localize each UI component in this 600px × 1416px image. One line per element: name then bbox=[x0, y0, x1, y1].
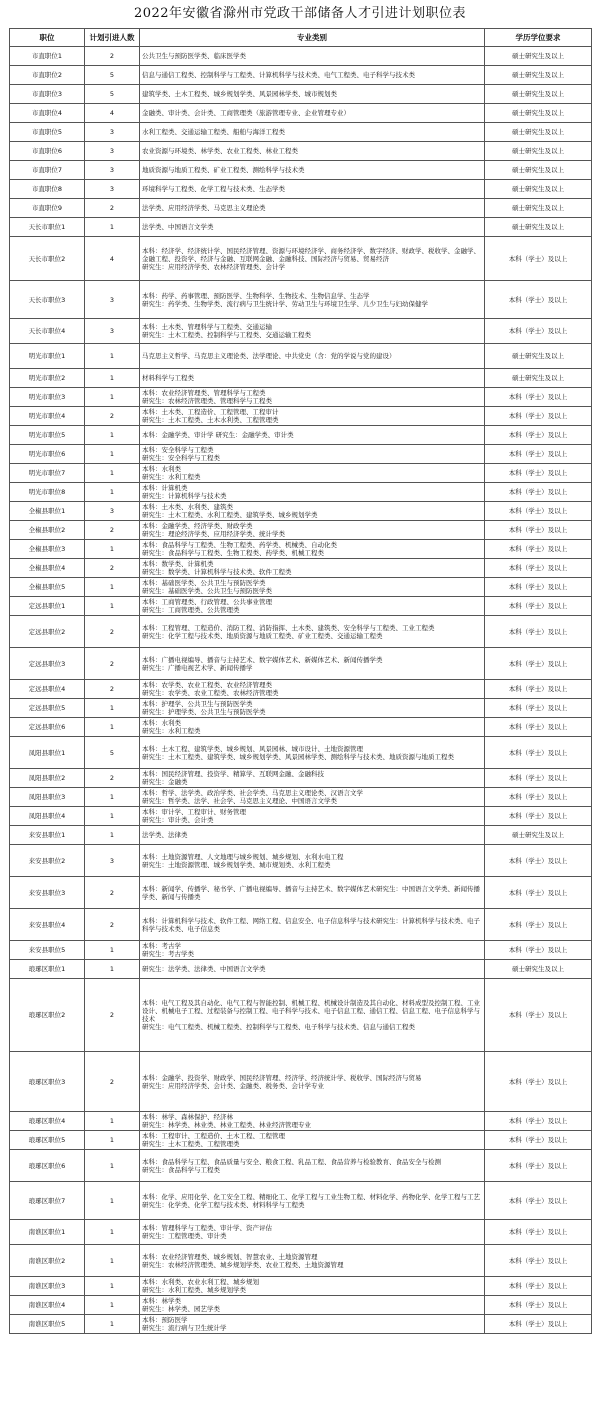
table-row bbox=[10, 807, 592, 826]
position-cell: 来安县职位4 bbox=[10, 909, 85, 941]
position-cell: 琅琊区职位3 bbox=[10, 1052, 85, 1112]
planned-count-cell: 1 bbox=[85, 699, 140, 718]
major-category-cell: 本科：农业经济管理类、管理科学与工程类 研究生：农林经济管理类、管理科学与工程类 bbox=[140, 388, 485, 407]
major-category-cell: 马克思主义哲学、马克思主义理论类、法学理论、中共党史（含：党的学说与党的建设） bbox=[140, 344, 485, 369]
degree-requirement-cell: 本科（学士）及以上 bbox=[485, 237, 592, 281]
position-cell: 全椒县职位5 bbox=[10, 578, 85, 597]
position-cell: 市直职位5 bbox=[10, 123, 85, 142]
table-row bbox=[10, 737, 592, 769]
table-row bbox=[10, 788, 592, 807]
table-row bbox=[10, 979, 592, 1052]
major-category-cell: 本科：新闻学、传播学、秘书学、广播电视编导、播音与主持艺术、数字媒体艺术研究生：中国语言文学类、新闻传播学类、新闻与传播类 bbox=[140, 877, 485, 909]
major-category-cell: 法学类、中国语言文学类 bbox=[140, 218, 485, 237]
degree-requirement-cell: 本科（学士）及以上 bbox=[485, 483, 592, 502]
degree-requirement-cell: 本科（学士）及以上 bbox=[485, 718, 592, 737]
major-category-cell: 法学类、法律类 bbox=[140, 826, 485, 845]
position-cell: 琅琊区职位4 bbox=[10, 1112, 85, 1131]
planned-count-cell: 3 bbox=[85, 142, 140, 161]
degree-requirement-cell: 本科（学士）及以上 bbox=[485, 559, 592, 578]
major-category-cell: 研究生：法学类、法律类、中国语言文学类 bbox=[140, 960, 485, 979]
position-cell: 琅琊区职位6 bbox=[10, 1150, 85, 1182]
degree-requirement-cell: 本科（学士）及以上 bbox=[485, 1182, 592, 1220]
degree-requirement-cell: 硕士研究生及以上 bbox=[485, 369, 592, 388]
planned-count-cell: 1 bbox=[85, 1112, 140, 1131]
degree-requirement-cell: 本科（学士）及以上 bbox=[485, 445, 592, 464]
table-row bbox=[10, 483, 592, 502]
major-category-cell: 本科：土木类、工程造价、工程管理、工程审计 研究生：土木工程类、土木水利类、工程管理类 bbox=[140, 407, 485, 426]
major-category-cell: 本科：工商管理类、行政管理、公共事业管理 研究生：工商管理类、公共管理类 bbox=[140, 597, 485, 616]
planned-count-cell: 1 bbox=[85, 718, 140, 737]
table-row bbox=[10, 445, 592, 464]
degree-requirement-cell: 本科（学士）及以上 bbox=[485, 807, 592, 826]
major-category-cell: 本科：林学、森林保护、经济林 研究生：林学类、林业类、林业工程类、林业经济管理专业 bbox=[140, 1112, 485, 1131]
table-header-row bbox=[10, 29, 592, 47]
degree-requirement-cell: 硕士研究生及以上 bbox=[485, 104, 592, 123]
table-row bbox=[10, 104, 592, 123]
table-row bbox=[10, 85, 592, 104]
table-row bbox=[10, 388, 592, 407]
position-cell: 明光市职位1 bbox=[10, 344, 85, 369]
table-row bbox=[10, 1220, 592, 1245]
planned-count-cell: 1 bbox=[85, 426, 140, 445]
planned-count-cell: 1 bbox=[85, 1220, 140, 1245]
degree-requirement-cell: 硕士研究生及以上 bbox=[485, 180, 592, 199]
position-cell: 市直职位7 bbox=[10, 161, 85, 180]
degree-requirement-cell: 本科（学士）及以上 bbox=[485, 521, 592, 540]
planned-count-cell: 1 bbox=[85, 1131, 140, 1150]
table-row bbox=[10, 648, 592, 680]
position-cell: 天长市职位4 bbox=[10, 319, 85, 344]
degree-requirement-cell: 硕士研究生及以上 bbox=[485, 66, 592, 85]
table-row bbox=[10, 369, 592, 388]
planned-count-cell: 1 bbox=[85, 1150, 140, 1182]
degree-requirement-cell: 本科（学士）及以上 bbox=[485, 1131, 592, 1150]
position-cell: 明光市职位2 bbox=[10, 369, 85, 388]
position-cell: 天长市职位2 bbox=[10, 237, 85, 281]
degree-requirement-cell: 本科（学士）及以上 bbox=[485, 578, 592, 597]
degree-requirement-cell: 本科（学士）及以上 bbox=[485, 426, 592, 445]
major-category-cell: 本科：食品科学与工程类、生物工程类、药学类、机械类、自动化类 研究生：食品科学与工程类、生物工程类、药学类、机械工程类 bbox=[140, 540, 485, 559]
major-category-cell: 本科：工程管理、工程造价、消防工程、消防指挥、土木类、建筑类、安全科学与工程类、工业工程类 研究生：化学工程与技术类、地质资源与地质工程类、矿业工程类、交通运输工程类 bbox=[140, 616, 485, 648]
position-cell: 天长市职位1 bbox=[10, 218, 85, 237]
header-position: 职位 bbox=[10, 29, 85, 47]
major-category-cell: 本科：水利类 研究生：水利工程类 bbox=[140, 464, 485, 483]
degree-requirement-cell: 本科（学士）及以上 bbox=[485, 1220, 592, 1245]
table-row bbox=[10, 540, 592, 559]
table-row bbox=[10, 1296, 592, 1315]
table-body bbox=[10, 47, 592, 1334]
degree-requirement-cell: 本科（学士）及以上 bbox=[485, 845, 592, 877]
degree-requirement-cell: 本科（学士）及以上 bbox=[485, 979, 592, 1052]
position-cell: 明光市职位4 bbox=[10, 407, 85, 426]
position-cell: 来安县职位1 bbox=[10, 826, 85, 845]
major-category-cell: 本科：广播电视编导、播音与主持艺术、数字媒体艺术、新媒体艺术、新闻传播学类 研究生：广播电视艺术学、新闻传播学 bbox=[140, 648, 485, 680]
major-category-cell: 材料科学与工程类 bbox=[140, 369, 485, 388]
table-row bbox=[10, 199, 592, 218]
planned-count-cell: 2 bbox=[85, 877, 140, 909]
position-table bbox=[9, 28, 592, 1334]
major-category-cell: 本科：水利类 研究生：水利工程类 bbox=[140, 718, 485, 737]
planned-count-cell: 1 bbox=[85, 960, 140, 979]
degree-requirement-cell: 本科（学士）及以上 bbox=[485, 769, 592, 788]
table-row bbox=[10, 1131, 592, 1150]
position-cell: 南谯区职位3 bbox=[10, 1277, 85, 1296]
position-cell: 琅琊区职位1 bbox=[10, 960, 85, 979]
degree-requirement-cell: 本科（学士）及以上 bbox=[485, 407, 592, 426]
table-row bbox=[10, 66, 592, 85]
major-category-cell: 建筑学类、土木工程类、城乡规划学类、风景园林学类、城市规划类 bbox=[140, 85, 485, 104]
planned-count-cell: 3 bbox=[85, 502, 140, 521]
degree-requirement-cell: 本科（学士）及以上 bbox=[485, 1315, 592, 1334]
major-category-cell: 本科：预防医学 研究生：流行病与卫生统计学 bbox=[140, 1315, 485, 1334]
degree-requirement-cell: 硕士研究生及以上 bbox=[485, 123, 592, 142]
table-row bbox=[10, 826, 592, 845]
table-row bbox=[10, 237, 592, 281]
position-cell: 定远县职位2 bbox=[10, 616, 85, 648]
degree-requirement-cell: 硕士研究生及以上 bbox=[485, 344, 592, 369]
planned-count-cell: 1 bbox=[85, 597, 140, 616]
position-cell: 定远县职位5 bbox=[10, 699, 85, 718]
table-row bbox=[10, 1315, 592, 1334]
major-category-cell: 本科：计算机科学与技术、软件工程、网络工程、信息安全、电子信息科学与技术研究生：计算机科学与技术类、电子科学与技术类、电子信息类 bbox=[140, 909, 485, 941]
position-cell: 南谯区职位1 bbox=[10, 1220, 85, 1245]
degree-requirement-cell: 本科（学士）及以上 bbox=[485, 941, 592, 960]
planned-count-cell: 2 bbox=[85, 769, 140, 788]
major-category-cell: 本科：安全科学与工程类 研究生：安全科学与工程类 bbox=[140, 445, 485, 464]
major-category-cell: 信息与通信工程类、控制科学与工程类、计算机科学与技术类、电气工程类、电子科学与技术类 bbox=[140, 66, 485, 85]
table-row bbox=[10, 502, 592, 521]
degree-requirement-cell: 硕士研究生及以上 bbox=[485, 142, 592, 161]
planned-count-cell: 1 bbox=[85, 218, 140, 237]
position-cell: 市直职位2 bbox=[10, 66, 85, 85]
planned-count-cell: 4 bbox=[85, 237, 140, 281]
degree-requirement-cell: 硕士研究生及以上 bbox=[485, 47, 592, 66]
table-row bbox=[10, 960, 592, 979]
table-row bbox=[10, 680, 592, 699]
major-category-cell: 本科：化学、应用化学、化工安全工程、精细化工、化学工程与工业生物工程、材料化学、药物化学、化学工程与工艺 研究生：化学类、化学工程与技术类、材料科学与工程类 bbox=[140, 1182, 485, 1220]
major-category-cell: 本科：药学、药事管理、预防医学、生物科学、生物技术、生物信息学、生态学 研究生：药学类、生物学类、流行病与卫生统计学、劳动卫生与环境卫生学、儿少卫生与妇幼保健学 bbox=[140, 281, 485, 319]
position-cell: 来安县职位5 bbox=[10, 941, 85, 960]
major-category-cell: 本科：农业经济管理类、城乡规划、智慧农业、土地资源管理 研究生：农林经济管理类、城乡规划学类、农业工程类、土地资源管理 bbox=[140, 1245, 485, 1277]
position-cell: 全椒县职位2 bbox=[10, 521, 85, 540]
table-row bbox=[10, 1277, 592, 1296]
planned-count-cell: 2 bbox=[85, 616, 140, 648]
major-category-cell: 本科：林学类 研究生：林学类、园艺学类 bbox=[140, 1296, 485, 1315]
position-cell: 凤阳县职位2 bbox=[10, 769, 85, 788]
position-cell: 琅琊区职位7 bbox=[10, 1182, 85, 1220]
table-row bbox=[10, 559, 592, 578]
planned-count-cell: 3 bbox=[85, 123, 140, 142]
planned-count-cell: 1 bbox=[85, 1277, 140, 1296]
table-row bbox=[10, 521, 592, 540]
degree-requirement-cell: 本科（学士）及以上 bbox=[485, 909, 592, 941]
planned-count-cell: 2 bbox=[85, 559, 140, 578]
position-cell: 凤阳县职位3 bbox=[10, 788, 85, 807]
position-cell: 全椒县职位4 bbox=[10, 559, 85, 578]
degree-requirement-cell: 本科（学士）及以上 bbox=[485, 281, 592, 319]
position-cell: 南谯区职位5 bbox=[10, 1315, 85, 1334]
planned-count-cell: 1 bbox=[85, 344, 140, 369]
planned-count-cell: 1 bbox=[85, 388, 140, 407]
degree-requirement-cell: 本科（学士）及以上 bbox=[485, 464, 592, 483]
table-row bbox=[10, 344, 592, 369]
major-category-cell: 本科：国民经济管理、投资学、精算学、互联网金融、金融科技 研究生：金融类 bbox=[140, 769, 485, 788]
degree-requirement-cell: 本科（学士）及以上 bbox=[485, 1245, 592, 1277]
table-row bbox=[10, 407, 592, 426]
position-cell: 明光市职位6 bbox=[10, 445, 85, 464]
planned-count-cell: 3 bbox=[85, 319, 140, 344]
planned-count-cell: 3 bbox=[85, 161, 140, 180]
planned-count-cell: 2 bbox=[85, 680, 140, 699]
degree-requirement-cell: 本科（学士）及以上 bbox=[485, 388, 592, 407]
degree-requirement-cell: 本科（学士）及以上 bbox=[485, 1112, 592, 1131]
planned-count-cell: 1 bbox=[85, 483, 140, 502]
position-cell: 定远县职位4 bbox=[10, 680, 85, 699]
table-row bbox=[10, 218, 592, 237]
planned-count-cell: 1 bbox=[85, 445, 140, 464]
position-cell: 市直职位1 bbox=[10, 47, 85, 66]
planned-count-cell: 5 bbox=[85, 737, 140, 769]
table-row bbox=[10, 718, 592, 737]
position-cell: 来安县职位2 bbox=[10, 845, 85, 877]
position-cell: 凤阳县职位4 bbox=[10, 807, 85, 826]
planned-count-cell: 2 bbox=[85, 909, 140, 941]
position-cell: 南谯区职位2 bbox=[10, 1245, 85, 1277]
position-cell: 市直职位9 bbox=[10, 199, 85, 218]
major-category-cell: 本科：哲学、法学类、政治学类、社会学类、马克思主义理论类、汉语言文学 研究生：哲学类、法学、社会学、马克思主义理论、中国语言文学类 bbox=[140, 788, 485, 807]
major-category-cell: 地质资源与地质工程类、矿业工程类、测绘科学与技术类 bbox=[140, 161, 485, 180]
table-row bbox=[10, 769, 592, 788]
position-cell: 定远县职位1 bbox=[10, 597, 85, 616]
header-degree-requirement: 学历学位要求 bbox=[485, 29, 592, 47]
major-category-cell: 本科：考古学 研究生：考古学类 bbox=[140, 941, 485, 960]
major-category-cell: 本科：电气工程及其自动化、电气工程与智能控制、机械工程、机械设计制造及其自动化、材料成型及控制工程、工业设计、机械电子工程、过程装备与控制工程、电子科学与技术、电子信息工程、通信工程、信息工程、电子信息科学与技术 研究生：电气工程类、机械工程类、控制科学与工程类、电子科学与技术类、信息与通信工程类 bbox=[140, 979, 485, 1052]
major-category-cell: 本科：农学类、农业工程类、农业经济管理类 研究生：农学类、农业工程类、农林经济管理类 bbox=[140, 680, 485, 699]
degree-requirement-cell: 本科（学士）及以上 bbox=[485, 319, 592, 344]
major-category-cell: 本科：土木类、管理科学与工程类、交通运输 研究生：土木工程类、控制科学与工程类、交通运输工程类 bbox=[140, 319, 485, 344]
planned-count-cell: 1 bbox=[85, 941, 140, 960]
position-cell: 明光市职位8 bbox=[10, 483, 85, 502]
degree-requirement-cell: 硕士研究生及以上 bbox=[485, 161, 592, 180]
degree-requirement-cell: 本科（学士）及以上 bbox=[485, 680, 592, 699]
planned-count-cell: 5 bbox=[85, 85, 140, 104]
major-category-cell: 本科：食品科学与工程、食品质量与安全、粮食工程、乳品工程、食品营养与检验教育、食品安全与检测 研究生：食品科学与工程类 bbox=[140, 1150, 485, 1182]
degree-requirement-cell: 本科（学士）及以上 bbox=[485, 737, 592, 769]
planned-count-cell: 2 bbox=[85, 1052, 140, 1112]
planned-count-cell: 2 bbox=[85, 47, 140, 66]
table-row bbox=[10, 319, 592, 344]
table-row bbox=[10, 845, 592, 877]
position-cell: 市直职位6 bbox=[10, 142, 85, 161]
degree-requirement-cell: 本科（学士）及以上 bbox=[485, 1296, 592, 1315]
table-row bbox=[10, 161, 592, 180]
major-category-cell: 本科：水利类、农业水利工程、城乡规划 研究生：水利工程类、城乡规划学类 bbox=[140, 1277, 485, 1296]
position-cell: 来安县职位3 bbox=[10, 877, 85, 909]
degree-requirement-cell: 硕士研究生及以上 bbox=[485, 85, 592, 104]
planned-count-cell: 2 bbox=[85, 979, 140, 1052]
table-row bbox=[10, 1052, 592, 1112]
table-row bbox=[10, 180, 592, 199]
position-cell: 定远县职位6 bbox=[10, 718, 85, 737]
planned-count-cell: 1 bbox=[85, 369, 140, 388]
table-row bbox=[10, 464, 592, 483]
planned-count-cell: 1 bbox=[85, 807, 140, 826]
planned-count-cell: 2 bbox=[85, 199, 140, 218]
major-category-cell: 本科：金融学类、经济学类、财政学类 研究生：理论经济学类、应用经济学类、统计学类 bbox=[140, 521, 485, 540]
major-category-cell: 本科：经济学、经济统计学、国民经济管理、资源与环境经济学、商务经济学、数字经济、财政学、税收学、金融学、金融工程、投资学、经济与金融、互联网金融、金融科技、国际经济与贸易、贸易经济 研究生：应用经济学类、农林经济管理类、会计学 bbox=[140, 237, 485, 281]
degree-requirement-cell: 本科（学士）及以上 bbox=[485, 1277, 592, 1296]
major-category-cell: 本科：护理学、公共卫生与预防医学类 研究生：护理学类、公共卫生与预防医学类 bbox=[140, 699, 485, 718]
major-category-cell: 本科：基础医学类、公共卫生与预防医学类 研究生：基础医学类、公共卫生与预防医学类 bbox=[140, 578, 485, 597]
major-category-cell: 本科：金融学、投资学、财政学、国民经济管理、经济学、经济统计学、税收学、国际经济与贸易 研究生：应用经济学类、会计类、金融类、税务类、会计学专业 bbox=[140, 1052, 485, 1112]
position-cell: 全椒县职位3 bbox=[10, 540, 85, 559]
header-major-category: 专业类别 bbox=[140, 29, 485, 47]
planned-count-cell: 4 bbox=[85, 104, 140, 123]
position-cell: 定远县职位3 bbox=[10, 648, 85, 680]
position-cell: 琅琊区职位2 bbox=[10, 979, 85, 1052]
table-row bbox=[10, 47, 592, 66]
major-category-cell: 公共卫生与预防医学类、临床医学类 bbox=[140, 47, 485, 66]
degree-requirement-cell: 硕士研究生及以上 bbox=[485, 826, 592, 845]
position-cell: 天长市职位3 bbox=[10, 281, 85, 319]
planned-count-cell: 1 bbox=[85, 1245, 140, 1277]
position-cell: 市直职位4 bbox=[10, 104, 85, 123]
planned-count-cell: 1 bbox=[85, 464, 140, 483]
major-category-cell: 本科：工程审计、工程造价、土木工程、工程管理 研究生：土木工程类、工程管理类 bbox=[140, 1131, 485, 1150]
position-cell: 琅琊区职位5 bbox=[10, 1131, 85, 1150]
major-category-cell: 本科：土地资源管理、人文地理与城乡规划、城乡规划、水利水电工程 研究生：土地资源管理、城乡规划学类、城市规划类、水利工程类 bbox=[140, 845, 485, 877]
planned-count-cell: 3 bbox=[85, 845, 140, 877]
position-cell: 市直职位3 bbox=[10, 85, 85, 104]
degree-requirement-cell: 本科（学士）及以上 bbox=[485, 597, 592, 616]
planned-count-cell: 5 bbox=[85, 66, 140, 85]
planned-count-cell: 1 bbox=[85, 1182, 140, 1220]
degree-requirement-cell: 本科（学士）及以上 bbox=[485, 502, 592, 521]
major-category-cell: 本科：土木工程、建筑学类、城乡规划、风景园林、城市设计、土地资源管理 研究生：土木工程类、建筑学类、城乡规划学类、风景园林学类、测绘科学与技术类、地质资源与地质工程类 bbox=[140, 737, 485, 769]
major-category-cell: 金融类、审计类、会计类、工商管理类（旅游管理专业、企业管理专业） bbox=[140, 104, 485, 123]
degree-requirement-cell: 本科（学士）及以上 bbox=[485, 648, 592, 680]
table-row bbox=[10, 941, 592, 960]
table-row bbox=[10, 1150, 592, 1182]
table-row bbox=[10, 142, 592, 161]
position-cell: 凤阳县职位1 bbox=[10, 737, 85, 769]
planned-count-cell: 1 bbox=[85, 788, 140, 807]
table-row bbox=[10, 877, 592, 909]
major-category-cell: 法学类、应用经济学类、马克思主义理论类 bbox=[140, 199, 485, 218]
table-row bbox=[10, 578, 592, 597]
table-row bbox=[10, 1112, 592, 1131]
major-category-cell: 农业资源与环境类、林学类、农业工程类、林业工程类 bbox=[140, 142, 485, 161]
table-row bbox=[10, 699, 592, 718]
table-row bbox=[10, 1245, 592, 1277]
planned-count-cell: 3 bbox=[85, 180, 140, 199]
major-category-cell: 本科：管理科学与工程类、审计学、资产评估 研究生：工程管理类、审计类 bbox=[140, 1220, 485, 1245]
major-category-cell: 本科：数学类、计算机类 研究生：数学类、计算机科学与技术类、软件工程类 bbox=[140, 559, 485, 578]
table-row bbox=[10, 426, 592, 445]
planned-count-cell: 2 bbox=[85, 648, 140, 680]
table-row bbox=[10, 616, 592, 648]
table-row bbox=[10, 281, 592, 319]
degree-requirement-cell: 本科（学士）及以上 bbox=[485, 616, 592, 648]
major-category-cell: 本科：土木类、水利类、建筑类 研究生：土木工程类、水利工程类、建筑学类、城乡规划学类 bbox=[140, 502, 485, 521]
degree-requirement-cell: 本科（学士）及以上 bbox=[485, 877, 592, 909]
planned-count-cell: 3 bbox=[85, 281, 140, 319]
degree-requirement-cell: 本科（学士）及以上 bbox=[485, 699, 592, 718]
planned-count-cell: 2 bbox=[85, 407, 140, 426]
position-cell: 明光市职位3 bbox=[10, 388, 85, 407]
page-title: 2022年安徽省滁州市党政干部储备人才引进计划职位表 bbox=[133, 6, 467, 21]
position-cell: 明光市职位7 bbox=[10, 464, 85, 483]
degree-requirement-cell: 本科（学士）及以上 bbox=[485, 540, 592, 559]
degree-requirement-cell: 硕士研究生及以上 bbox=[485, 960, 592, 979]
position-cell: 市直职位8 bbox=[10, 180, 85, 199]
degree-requirement-cell: 本科（学士）及以上 bbox=[485, 1052, 592, 1112]
table-row bbox=[10, 597, 592, 616]
major-category-cell: 本科：计算机类 研究生：计算机科学与技术类 bbox=[140, 483, 485, 502]
major-category-cell: 本科：审计学、工程审计、财务管理 研究生：审计类、会计类 bbox=[140, 807, 485, 826]
degree-requirement-cell: 硕士研究生及以上 bbox=[485, 199, 592, 218]
table-row bbox=[10, 909, 592, 941]
degree-requirement-cell: 本科（学士）及以上 bbox=[485, 788, 592, 807]
position-cell: 明光市职位5 bbox=[10, 426, 85, 445]
planned-count-cell: 1 bbox=[85, 826, 140, 845]
planned-count-cell: 1 bbox=[85, 540, 140, 559]
planned-count-cell: 2 bbox=[85, 521, 140, 540]
position-cell: 全椒县职位1 bbox=[10, 502, 85, 521]
table-row bbox=[10, 1182, 592, 1220]
degree-requirement-cell: 硕士研究生及以上 bbox=[485, 218, 592, 237]
degree-requirement-cell: 本科（学士）及以上 bbox=[485, 1150, 592, 1182]
major-category-cell: 本科：金融学类、审计学 研究生：金融学类、审计类 bbox=[140, 426, 485, 445]
major-category-cell: 环境科学与工程类、化学工程与技术类、生态学类 bbox=[140, 180, 485, 199]
position-cell: 南谯区职位4 bbox=[10, 1296, 85, 1315]
table-row bbox=[10, 123, 592, 142]
planned-count-cell: 1 bbox=[85, 1315, 140, 1334]
planned-count-cell: 1 bbox=[85, 1296, 140, 1315]
planned-count-cell: 1 bbox=[85, 578, 140, 597]
major-category-cell: 水利工程类、交通运输工程类、船舶与海洋工程类 bbox=[140, 123, 485, 142]
header-planned-count: 计划引进人数 bbox=[85, 29, 140, 47]
